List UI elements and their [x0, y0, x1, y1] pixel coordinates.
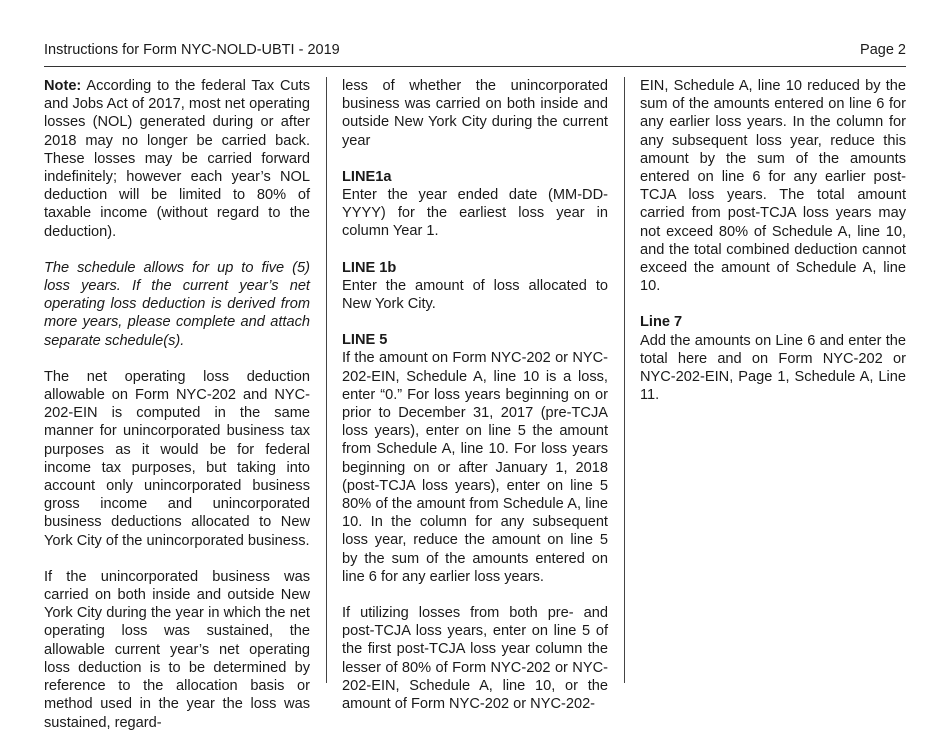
page-number: Page 2: [860, 42, 906, 58]
note-text: According to the federal Tax Cuts and Jobs Act of 2017, most net operating losses (NOL) generated during or after 2018 may no longer be carried back. These losses may be carried forward indefinitely; however each year’s NOL deduction will be limited to 80% of taxable income (without regard to the deduction).: [44, 78, 310, 240]
page-header: [44, 40, 906, 67]
column-divider-2: [624, 77, 625, 683]
column-divider-1: [326, 77, 327, 683]
note-label: Note:: [44, 78, 82, 94]
line7-text: Add the amounts on Line 6 and enter the total here and on Form NYC-202 or NYC-202-EIN, Page 1, Schedule A, Line 11.: [640, 332, 906, 404]
inside-outside-paragraph: If the unincorporated business was carried on both inside and outside New York City during the year in which the net operating loss was sustained, the allowable current year’s net operating loss deduction is to be determined by reference to the allocation basis or method used in the year the loss was sustained, regard-: [44, 568, 310, 731]
nol-deduction-paragraph: The net operating loss deduction allowable on Form NYC-202 and NYC-202-EIN is computed in the same manner for unincorporated business tax purposes as it would be for federal income tax purposes, but taking into account only unincorporated business gross income and unincorporated business deductions allocated to New York City of the unincorporated business.: [44, 368, 310, 549]
document-title: Instructions for Form NYC-NOLD-UBTI - 2019: [44, 42, 340, 58]
continuation-paragraph-3: EIN, Schedule A, line 10 reduced by the sum of the amounts entered on line 6 for any earlier loss years. In the column for any subsequent loss year, reduce this amount by the sum of the amounts entered on line 6 for any earlier post-TCJA loss years. The total amount carried from post-TCJA loss years may not exceed 80% of Schedule A, line 10, and the total combined deduction cannot exceed the amount of Schedule A, line 10.: [640, 78, 906, 295]
column-2: [342, 77, 608, 731]
continuation-paragraph: less of whether the unincorporated business was carried on both inside and outside New York City during the current year: [342, 78, 608, 149]
note-paragraph: [44, 77, 310, 241]
line1a-heading: LINE1a: [342, 168, 392, 185]
column-3: [640, 77, 906, 422]
line1b-text: Enter the amount of loss allocated to New York City.: [342, 277, 608, 313]
schedule-note: The schedule allows for up to five (5) loss years. If the current year’s net operating loss deduction is derived from more years, please complete and attach separate schedule(s).: [44, 259, 310, 349]
column-1: [44, 77, 310, 750]
line1a-text: Enter the year ended date (MM-DD-YYYY) for the earliest loss year in column Year 1.: [342, 187, 608, 240]
line5-heading: LINE 5: [342, 332, 388, 349]
line5-text: If the amount on Form NYC-202 or NYC-202-EIN, Schedule A, line 10 is a loss, enter “0.” For loss years beginning on or prior to December 31, 2017 (pre-TCJA loss years), enter on line 5 the amount from Schedule A, line 10. For loss years beginning on or after January 1, 2018 (post-TCJA loss years), enter on line 5 80% of the amount from Schedule A, line 10. In the column for any subsequent loss year, reduce the amount on line 5 by the sum of the amounts entered on line 6 for any earlier loss years.: [342, 350, 608, 585]
line7-heading: Line 7: [640, 314, 683, 331]
line1b-heading: LINE 1b: [342, 259, 397, 276]
line5-text-2: If utilizing losses from both pre- and post-TCJA loss years, enter on line 5 of the first post-TCJA loss year column the lesser of 80% of Form NYC-202 or NYC-202-EIN, Schedule A, line 10, or the amount of Form NYC-202 or NYC-202-: [342, 605, 608, 713]
